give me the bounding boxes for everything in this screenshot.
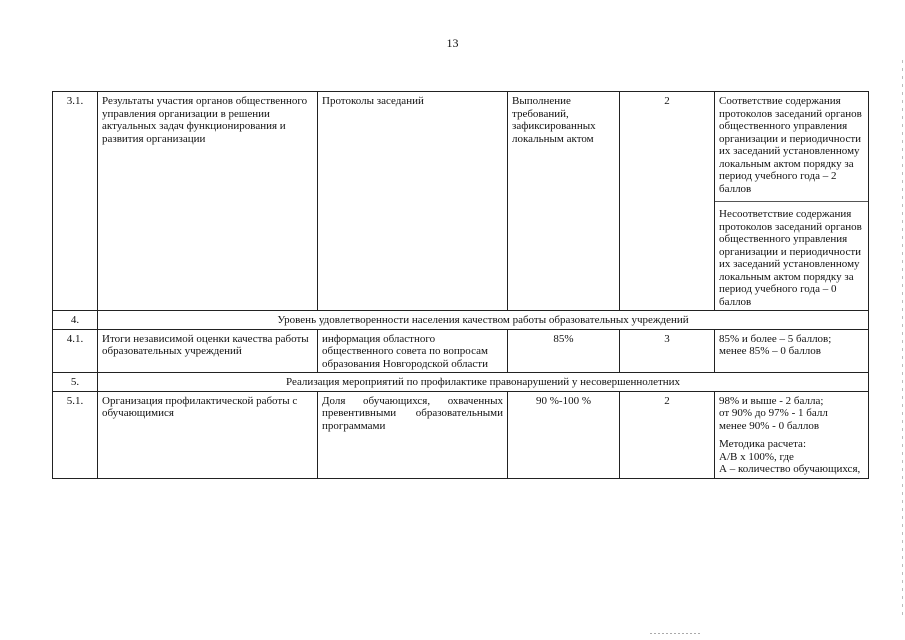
criteria-text: от 90% до 97% - 1 балл xyxy=(719,407,828,419)
section-number: 5. xyxy=(53,373,98,392)
criteria-text: Несоответствие содержания протоколов заседаний органов общественного управления организации и периодичности их заседаний установленному локальным актом порядку за период учебного года – 0 баллов xyxy=(719,208,862,308)
row-number: 5.1. xyxy=(53,391,98,478)
criteria-text: менее 85% – 0 баллов xyxy=(719,345,821,357)
target-cell: 85% xyxy=(508,329,620,373)
source-cell: информация областного общественного совета по вопросам образования Новгородской области xyxy=(318,329,508,373)
method-text: А/В х 100%, где xyxy=(719,450,794,463)
section-number: 4. xyxy=(53,311,98,330)
target-cell: Выполнение требований, зафиксированных локальным актом xyxy=(508,92,620,311)
page-number: 13 xyxy=(446,36,459,50)
scan-footer-mark xyxy=(650,633,700,634)
source-cell: Доля обучающихся, охваченных превентивными образовательными программами xyxy=(318,391,508,478)
criteria-text: Соответствие содержания протоколов заседаний органов общественного управления организации и периодичности их заседаний установленному локальным актом порядку за период учебного года – 2 баллов xyxy=(715,92,868,202)
max-score-cell: 2 xyxy=(620,391,715,478)
method-title: Методика расчета: xyxy=(719,438,806,450)
table-row xyxy=(53,329,869,373)
criteria-text: менее 90% - 0 баллов xyxy=(719,419,820,432)
section-row xyxy=(53,373,869,392)
method-text: А – количество обучающихся, xyxy=(719,463,861,475)
indicator-cell: Результаты участия органов общественного управления организации в решении актуальных задач функционирования и развития организации xyxy=(98,92,318,311)
max-score-cell: 3 xyxy=(620,329,715,373)
criteria-cell xyxy=(715,329,869,373)
max-score-cell: 2 xyxy=(620,92,715,311)
target-cell: 90 %-100 % xyxy=(508,391,620,478)
criteria-table xyxy=(52,91,869,479)
indicator-cell: Организация профилактической работы с обучающимися xyxy=(98,391,318,478)
indicator-cell: Итоги независимой оценки качества работы образовательных учреждений xyxy=(98,329,318,373)
row-number: 4.1. xyxy=(53,329,98,373)
criteria-cell xyxy=(715,92,869,311)
table-row xyxy=(53,391,869,478)
criteria-text: 98% и выше - 2 балла; xyxy=(719,394,824,407)
section-title: Реализация мероприятий по профилактике правонарушений у несовершеннолетних xyxy=(98,373,869,392)
criteria-text: 85% и более – 5 баллов; xyxy=(719,332,832,345)
source-cell: Протоколы заседаний xyxy=(318,92,508,311)
criteria-cell xyxy=(715,391,869,478)
section-row xyxy=(53,311,869,330)
table-row xyxy=(53,92,869,311)
row-number: 3.1. xyxy=(53,92,98,311)
section-title: Уровень удовлетворенности населения качеством работы образовательных учреждений xyxy=(98,311,869,330)
scan-edge-mark xyxy=(902,60,903,620)
